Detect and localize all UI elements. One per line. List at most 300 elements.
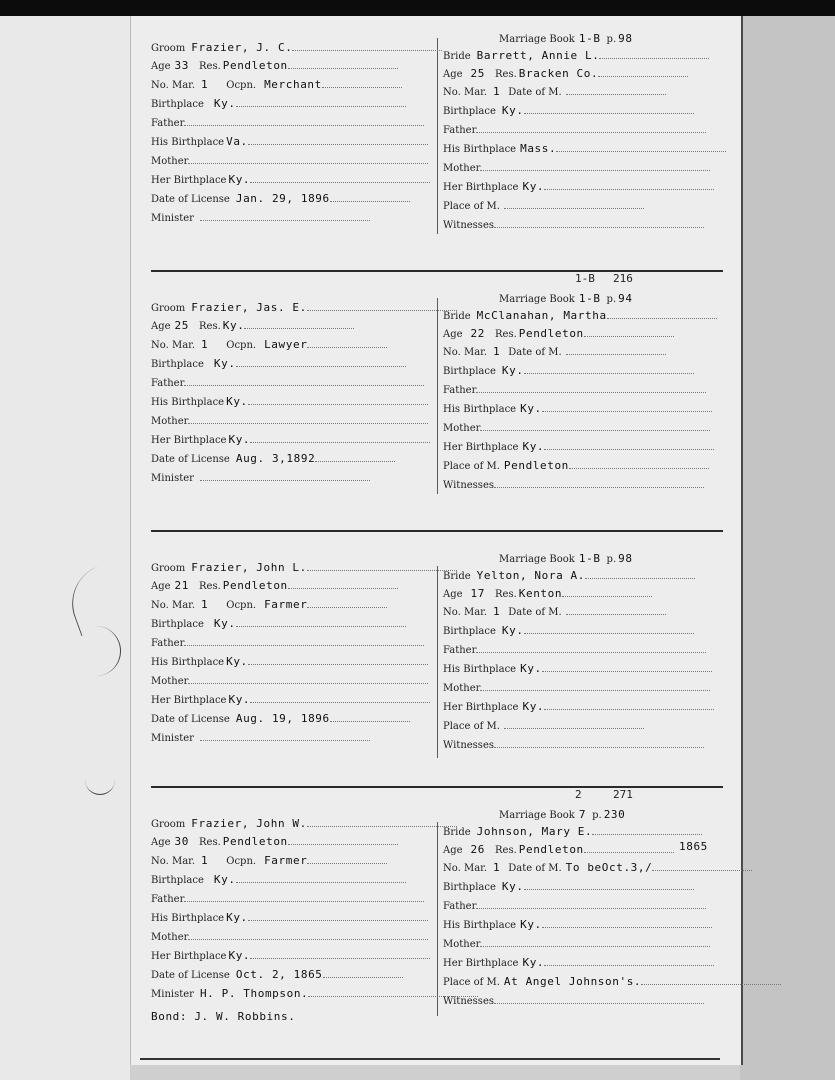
field-label: Father (443, 385, 477, 396)
field-label: Groom (151, 303, 186, 314)
field-label: Father (443, 645, 477, 656)
field-label: p. (592, 810, 602, 821)
field-label: Bride (443, 827, 471, 838)
fill-line (307, 298, 457, 311)
field-label: Res. (495, 589, 517, 600)
bride-birthplace: Ky. (501, 364, 524, 377)
field-label: No. Mar. (443, 87, 488, 98)
groom-birthplace: Ky. (213, 873, 236, 886)
field-label: Minister (151, 733, 194, 744)
bride-name: Barrett, Annie L. (476, 49, 600, 62)
groom-mother-birthplace: Ky. (228, 433, 251, 446)
bride-row-fa (443, 120, 706, 138)
book-annotation: 271 (613, 788, 633, 801)
groom-row-fa (151, 373, 424, 391)
fill-line (236, 614, 406, 627)
field-label: His Birthplace (151, 657, 225, 668)
field-label: Res. (495, 845, 517, 856)
field-label: Ocpn. (226, 80, 257, 91)
fill-line (248, 392, 428, 405)
fill-line (524, 101, 694, 114)
field-label: Witnesses (443, 480, 494, 491)
fill-line (544, 177, 714, 190)
field-label: Mother (443, 939, 481, 950)
bride-row-wit (443, 991, 704, 1009)
bride-name: McClanahan, Martha (476, 309, 607, 322)
bride-row-mo (443, 158, 710, 176)
field-label: Witnesses (443, 996, 494, 1007)
field-label: Date of License (151, 714, 230, 725)
field-label: No. Mar. (151, 80, 196, 91)
fill-line (307, 558, 457, 571)
groom-mother-birthplace: Ky. (228, 173, 251, 186)
fill-line (184, 633, 424, 646)
groom-row-name (151, 558, 457, 576)
fill-line (584, 324, 674, 337)
sheet-bottom-rule (140, 1058, 720, 1060)
field-label: Father (151, 638, 185, 649)
field-label: His Birthplace (151, 397, 225, 408)
bride-row-age (443, 324, 674, 342)
field-label: Mother (151, 156, 189, 167)
groom-age: 30 (174, 835, 189, 848)
fill-line (504, 716, 644, 729)
field-label: Date of M. (508, 347, 562, 358)
field-label: Marriage Book (499, 810, 575, 821)
bride-father-birthplace: Ky. (520, 402, 542, 415)
field-label: Age (151, 581, 171, 592)
field-label: Place of M. (443, 721, 500, 732)
marriage-book-page: 98 (618, 32, 633, 45)
bride-father-birthplace: Ky. (520, 662, 542, 675)
groom-row-name (151, 298, 457, 316)
marriage-record-card (131, 284, 741, 524)
groom-row-min (151, 468, 370, 486)
field-label: No. Mar. (151, 856, 196, 867)
field-label: Date of M. (508, 863, 562, 874)
bride-row-herbp (443, 437, 714, 455)
field-label: Age (151, 321, 171, 332)
fill-line (544, 697, 714, 710)
fill-line (592, 822, 702, 835)
field-label: No. Mar. (151, 600, 196, 611)
groom-name: Frazier, John L. (191, 561, 307, 574)
bride-row-pl (443, 972, 781, 990)
groom-row-age (151, 56, 398, 74)
bride-row-wit (443, 735, 704, 753)
scan-right-margin (740, 16, 835, 1080)
groom-row-age (151, 576, 398, 594)
bride-row-mo (443, 678, 710, 696)
book-annotation: 2 (575, 788, 582, 801)
bride-father-birthplace: Mass. (520, 142, 557, 155)
field-label: Minister (151, 989, 194, 1000)
bride-row-mo (443, 418, 710, 436)
groom-row-min (151, 208, 370, 226)
fill-line (544, 437, 714, 450)
bride-age: 25 (470, 67, 485, 80)
field-label: No. Mar. (443, 347, 488, 358)
groom-age: 21 (174, 579, 189, 592)
bride-mother-birthplace: Ky. (522, 700, 545, 713)
groom-row-herbp (151, 946, 430, 964)
marriage-record-card (131, 544, 741, 784)
fill-line (248, 908, 428, 921)
field-label: Ocpn. (226, 856, 257, 867)
bride-father-birthplace: Ky. (520, 918, 542, 931)
fill-line (248, 132, 428, 145)
fill-line (250, 170, 430, 183)
bride-residence-year: 1865 (679, 840, 708, 853)
marriage-book-page: 94 (618, 292, 633, 305)
fill-line (322, 75, 402, 88)
book-annotation: 1-B (575, 272, 595, 285)
field-label: Mother (443, 683, 481, 694)
field-label: Age (443, 589, 463, 600)
groom-residence: Pendleton (222, 579, 288, 592)
bride-row-hbp (443, 139, 726, 157)
fill-line (476, 640, 706, 653)
groom-residence: Pendleton (222, 835, 288, 848)
fill-line (250, 946, 430, 959)
fill-line (524, 361, 694, 374)
field-label: Witnesses (443, 220, 494, 231)
bride-row-name (443, 822, 702, 840)
marriage-book-number: 1-B (578, 292, 601, 305)
bride-age: 26 (470, 843, 485, 856)
groom-row-herbp (151, 430, 430, 448)
groom-row-mar (151, 335, 387, 353)
marriage-book-number: 7 (578, 808, 587, 821)
groom-row-mo (151, 151, 428, 169)
fill-line (585, 566, 695, 579)
groom-name: Frazier, Jas. E. (191, 301, 307, 314)
groom-row-bp (151, 614, 406, 632)
field-label: His Birthplace (443, 144, 517, 155)
field-label: Birthplace (151, 619, 204, 630)
groom-row-fa (151, 633, 424, 651)
groom-occupation: Merchant (264, 78, 322, 91)
bride-row-mar (443, 602, 666, 620)
card-top-rule (151, 270, 723, 272)
fill-line (236, 94, 406, 107)
bride-name: Johnson, Mary E. (476, 825, 593, 838)
bride-age: 17 (470, 587, 485, 600)
fill-line (494, 215, 704, 228)
groom-row-mar (151, 595, 387, 613)
field-label: Place of M. (443, 461, 500, 472)
card-top-rule (151, 786, 723, 788)
groom-row-name (151, 38, 442, 56)
column-divider (437, 298, 438, 494)
fill-line (307, 851, 387, 864)
fill-line (330, 189, 410, 202)
bride-row-bp (443, 877, 694, 895)
groom-residence: Ky. (222, 319, 245, 332)
groom-name: Frazier, John W. (191, 817, 307, 830)
marriage-record-card (131, 800, 741, 1040)
groom-row-mar (151, 851, 387, 869)
bride-birthplace: Ky. (501, 624, 524, 637)
license-date: Jan. 29, 1896 (235, 192, 330, 205)
field-label: Birthplace (443, 882, 496, 893)
bride-row-name (443, 46, 709, 64)
fill-line (288, 576, 398, 589)
field-label: p. (606, 34, 617, 45)
field-label: Mother (151, 416, 189, 427)
fill-line (200, 468, 370, 481)
bride-row-mo (443, 934, 710, 952)
field-label: Res. (199, 837, 221, 848)
field-label: Date of M. (508, 87, 562, 98)
field-label: Date of License (151, 970, 230, 981)
bride-name: Yelton, Nora A. (476, 569, 585, 582)
groom-marriage-count: 1 (201, 598, 209, 611)
fill-line (476, 896, 706, 909)
field-label: Her Birthplace (151, 175, 227, 186)
bride-row-name (443, 566, 695, 584)
fill-line (504, 196, 644, 209)
bride-row-bp (443, 621, 694, 639)
fill-line (480, 418, 710, 431)
bond-note: Bond: J. W. Robbins. (151, 1010, 296, 1023)
groom-birthplace: Ky. (213, 357, 236, 370)
field-label: Res. (495, 329, 517, 340)
bride-marriage-count: 1 (493, 345, 501, 358)
fill-line (556, 139, 726, 152)
marriage-book-page: 230 (603, 808, 626, 821)
field-label: Birthplace (443, 106, 496, 117)
bride-marriage-count: 1 (493, 861, 501, 874)
groom-row-herbp (151, 690, 430, 708)
bride-residence: Pendleton (518, 843, 584, 856)
field-label: Groom (151, 563, 186, 574)
fill-line (566, 342, 666, 355)
fill-line (607, 306, 717, 319)
field-label: Mother (151, 676, 189, 687)
marriage-place: Pendleton (503, 459, 569, 472)
groom-row-hbp (151, 652, 428, 670)
groom-row-lic (151, 189, 410, 207)
groom-marriage-count: 1 (201, 338, 209, 351)
groom-age: 33 (174, 59, 189, 72)
groom-row-hbp (151, 132, 428, 150)
fill-line (200, 728, 370, 741)
bride-residence: Kenton (518, 587, 563, 600)
fill-line (236, 354, 406, 367)
fill-line (292, 38, 442, 51)
column-divider (437, 38, 438, 234)
field-label: Father (151, 118, 185, 129)
field-label: Ocpn. (226, 600, 257, 611)
field-label: Minister (151, 213, 194, 224)
bride-marriage-count: 1 (493, 85, 501, 98)
fill-line (250, 690, 430, 703)
field-label: Birthplace (151, 875, 204, 886)
bride-row-mar (443, 342, 666, 360)
card-top-rule (151, 530, 723, 532)
field-label: Res. (199, 61, 221, 72)
groom-birthplace: Ky. (213, 617, 236, 630)
groom-father-birthplace: Ky. (226, 911, 248, 924)
fill-line (248, 652, 428, 665)
field-label: Minister (151, 473, 194, 484)
field-label: Age (151, 61, 171, 72)
groom-marriage-count: 1 (201, 854, 209, 867)
groom-row-mar (151, 75, 402, 93)
field-label: Marriage Book (499, 34, 575, 45)
field-label: Age (443, 69, 463, 80)
groom-row-fa (151, 889, 424, 907)
fill-line (330, 709, 410, 722)
fill-line (315, 449, 395, 462)
field-label: Age (151, 837, 171, 848)
fill-line (288, 832, 398, 845)
marriage-book-number: 1-B (578, 552, 601, 565)
field-label: p. (606, 554, 617, 565)
groom-row-fa (151, 113, 424, 131)
field-label: Date of M. (508, 607, 562, 618)
fill-line (307, 814, 457, 827)
fill-line (480, 158, 710, 171)
bride-row-age (443, 840, 674, 858)
fill-line (599, 46, 709, 59)
groom-mother-birthplace: Ky. (228, 693, 251, 706)
margin-pencil-stroke (85, 776, 115, 795)
field-label: His Birthplace (443, 404, 517, 415)
fill-line (652, 858, 752, 871)
fill-line (188, 671, 428, 684)
groom-row-bp (151, 870, 406, 888)
fill-line (244, 316, 354, 329)
marriage-date: To beOct.3,/ (565, 861, 653, 874)
fill-line (476, 380, 706, 393)
fill-line (288, 56, 398, 69)
bride-row-fa (443, 380, 706, 398)
field-label: Res. (199, 581, 221, 592)
field-label: His Birthplace (443, 664, 517, 675)
fill-line (236, 870, 406, 883)
groom-father-birthplace: Ky. (226, 655, 248, 668)
fill-line (323, 965, 403, 978)
groom-name: Frazier, J. C. (191, 41, 293, 54)
groom-row-bp (151, 94, 406, 112)
fill-line (542, 915, 712, 928)
fill-line (188, 927, 428, 940)
groom-row-mo (151, 671, 428, 689)
bride-birthplace: Ky. (501, 104, 524, 117)
bride-row-bp (443, 101, 694, 119)
field-label: Marriage Book (499, 294, 575, 305)
fill-line (524, 877, 694, 890)
fill-line (250, 430, 430, 443)
fill-line (307, 595, 387, 608)
fill-line (188, 151, 428, 164)
groom-row-min (151, 728, 370, 746)
bride-age: 22 (470, 327, 485, 340)
groom-birthplace: Ky. (213, 97, 236, 110)
field-label: Mother (443, 423, 481, 434)
fill-line (569, 456, 709, 469)
license-date: Aug. 19, 1896 (235, 712, 330, 725)
bride-row-age (443, 64, 688, 82)
fill-line (307, 335, 387, 348)
book-annotation: 216 (613, 272, 633, 285)
bride-row-fa (443, 640, 706, 658)
fill-line (566, 82, 666, 95)
field-label: No. Mar. (443, 863, 488, 874)
fill-line (476, 120, 706, 133)
bride-mother-birthplace: Ky. (522, 956, 545, 969)
groom-row-age (151, 316, 354, 334)
fill-line (480, 678, 710, 691)
field-label: Father (151, 894, 185, 905)
field-label: Mother (443, 163, 481, 174)
fill-line (584, 840, 674, 853)
bride-row-herbp (443, 177, 714, 195)
field-label: Birthplace (443, 626, 496, 637)
fill-line (200, 208, 370, 221)
groom-occupation: Farmer (264, 854, 308, 867)
bride-row-wit (443, 475, 704, 493)
field-label: Place of M. (443, 977, 500, 988)
field-label: Father (443, 125, 477, 136)
field-label: His Birthplace (151, 913, 225, 924)
bride-row-bp (443, 361, 694, 379)
field-label: Date of License (151, 454, 230, 465)
column-divider (437, 566, 438, 758)
field-label: Her Birthplace (443, 442, 519, 453)
license-date: Oct. 2, 1865 (235, 968, 323, 981)
groom-occupation: Farmer (264, 598, 308, 611)
bride-row-pl (443, 456, 709, 474)
field-label: Date of License (151, 194, 230, 205)
groom-row-hbp (151, 392, 428, 410)
field-label: Birthplace (151, 99, 204, 110)
field-label: Age (443, 329, 463, 340)
groom-row-min (151, 984, 478, 1002)
minister-name: H. P. Thompson. (199, 987, 309, 1000)
field-label: Res. (495, 69, 517, 80)
field-label: Her Birthplace (443, 958, 519, 969)
field-label: His Birthplace (151, 137, 225, 148)
bride-birthplace: Ky. (501, 880, 524, 893)
field-label: Groom (151, 43, 186, 54)
bride-row-hbp (443, 399, 712, 417)
fill-line (542, 399, 712, 412)
scan-top-border (0, 0, 835, 16)
bride-mother-birthplace: Ky. (522, 180, 545, 193)
license-date: Aug. 3,1892 (235, 452, 316, 465)
groom-row-lic (151, 965, 403, 983)
fill-line (544, 953, 714, 966)
bride-row-fa (443, 896, 706, 914)
groom-residence: Pendleton (222, 59, 288, 72)
bride-row-herbp (443, 697, 714, 715)
groom-occupation: Lawyer (264, 338, 308, 351)
groom-row-hbp (151, 908, 428, 926)
field-label: Her Birthplace (151, 435, 227, 446)
fill-line (542, 659, 712, 672)
groom-row-herbp (151, 170, 430, 188)
field-label: Place of M. (443, 201, 500, 212)
bride-row-wit (443, 215, 704, 233)
field-label: Marriage Book (499, 554, 575, 565)
field-label: Bride (443, 51, 471, 62)
bride-mother-birthplace: Ky. (522, 440, 545, 453)
bride-row-mar (443, 858, 752, 876)
fill-line (494, 991, 704, 1004)
